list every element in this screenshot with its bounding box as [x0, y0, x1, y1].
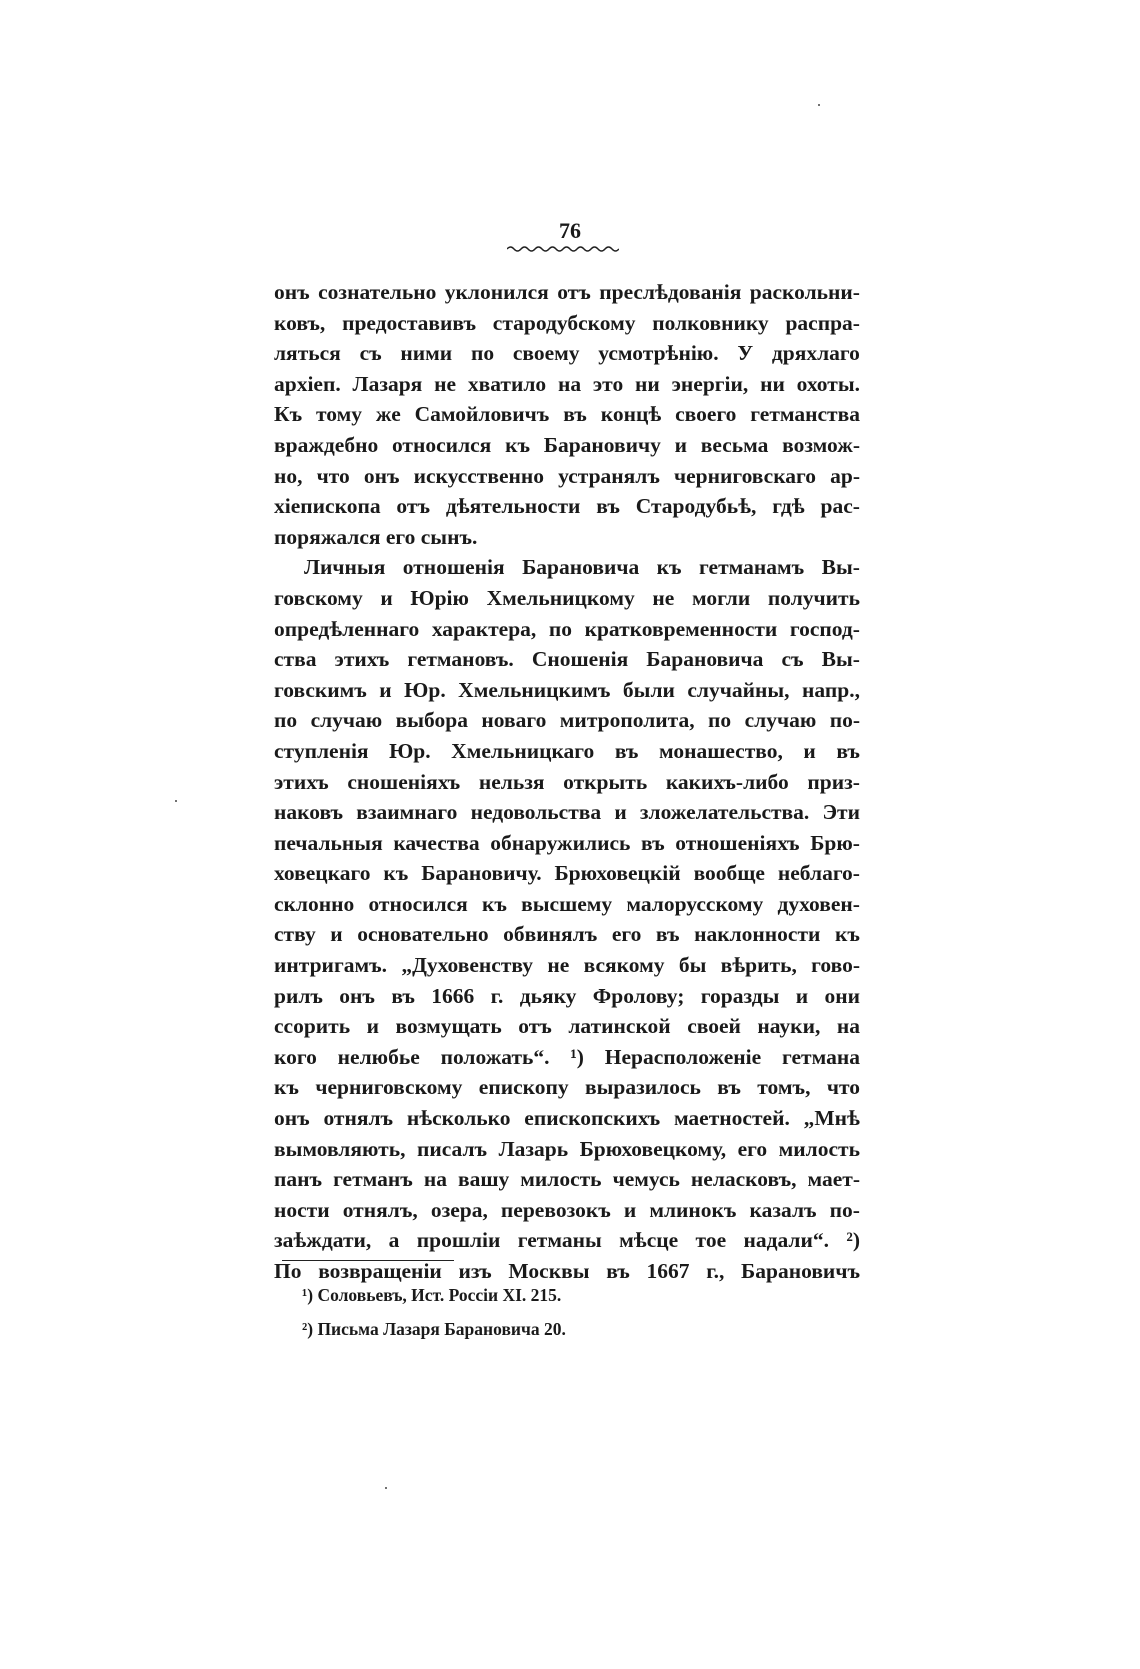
text-line: онъ сознательно уклонился отъ преслѣдованія раскольни- — [274, 280, 860, 304]
text-line: вымовляють, писалъ Лазарь Брюховецкому, его милость — [274, 1136, 860, 1161]
text-line: архіеп. Лазаря не хватило на это ни энергіи, ни охоты. — [274, 371, 860, 396]
text-line: хіепископа отъ дѣятельности въ Стародубьѣ, гдѣ рас- — [274, 494, 860, 519]
text-line: ству и основательно обвинялъ его въ наклонности къ — [274, 922, 860, 947]
text-line: интригамъ. „Духовенству не всякому бы вѣрить, гово- — [274, 953, 860, 978]
text-line: къ черниговскому епископу выразилось въ томъ, что — [274, 1075, 860, 1100]
text-line: панъ гетманъ на вашу милость чемусь неласковъ, мает- — [274, 1167, 860, 1192]
footnote-2: ²) Письма Лазаря Барановича 20. — [302, 1319, 566, 1339]
text-line: рилъ онъ въ 1666 г. дьяку Фролову; горазды и они — [274, 983, 860, 1008]
text-line: поряжался его сынъ. — [274, 524, 478, 549]
text-line: ссорить и возмущать отъ латинской своей науки, на — [274, 1014, 860, 1039]
text-line: ности отнялъ, озера, перевозокъ и млинокъ казалъ по- — [274, 1197, 860, 1222]
text-line: враждебно относился къ Барановичу и весьма возмож- — [274, 432, 860, 457]
page-number-wavy-rule — [507, 244, 619, 254]
footnote-1: ¹) Соловьевъ, Ист. Россіи XI. 215. — [302, 1285, 562, 1305]
body-text — [274, 277, 860, 1287]
text-line: заѣждати, а прошліи гетманы мѣсце тое надали“. ²) — [274, 1228, 860, 1253]
page-number: 76 — [559, 218, 581, 243]
text-line: по случаю выбора новаго митрополита, по случаю по- — [274, 708, 860, 733]
text-line: печальныя качества обнаружились въ отношеніяхъ Брю- — [274, 830, 860, 855]
text-line: ковъ, предоставивъ стародубскому полковнику распра- — [274, 310, 860, 335]
scan-speck — [818, 104, 820, 106]
text-line: ховецкаго къ Барановичу. Брюховецкій вообще неблаго- — [274, 861, 860, 886]
text-line: склонно относился къ высшему малорусскому духовен- — [274, 891, 860, 916]
footnotes — [302, 1278, 802, 1346]
text-line: но, что онъ искусственно устранялъ черниговскаго ар- — [274, 463, 860, 488]
scan-speck — [175, 800, 177, 802]
text-line: кого нелюбье положать“. ¹) Нерасположеніе гетмана — [274, 1044, 860, 1069]
text-line: онъ отнялъ нѣсколько епископскихъ маетностей. „Мнѣ — [274, 1106, 860, 1131]
text-line: опредѣленнаго характера, по кратковременности господ- — [274, 616, 860, 641]
text-line: ства этихъ гетмановъ. Сношенія Барановича съ Вы- — [274, 647, 860, 672]
text-line: ступленія Юр. Хмельницкаго въ монашество, и въ — [274, 738, 860, 763]
text-line: говскимъ и Юр. Хмельницкимъ были случайны, напр., — [274, 677, 860, 702]
text-line: По возвращеніи изъ Москвы въ 1667 г., Барановичъ — [274, 1259, 860, 1283]
text-line: этихъ сношеніяхъ нельзя открыть какихъ-либо приз- — [274, 769, 860, 794]
text-line: Къ тому же Самойловичъ въ концѣ своего гетманства — [274, 402, 860, 427]
scan-speck — [385, 1487, 387, 1489]
text-line: Личныя отношенія Барановича къ гетманамъ Вы- — [304, 555, 860, 580]
text-line: наковъ взаимнаго недовольства и зложелательства. Эти — [274, 800, 860, 825]
footnote-separator — [282, 1260, 454, 1261]
text-line: говскому и Юрію Хмельницкому не могли получить — [274, 585, 860, 610]
text-line: ляться съ ними по своему усмотрѣнію. У дряхлаго — [274, 341, 860, 366]
